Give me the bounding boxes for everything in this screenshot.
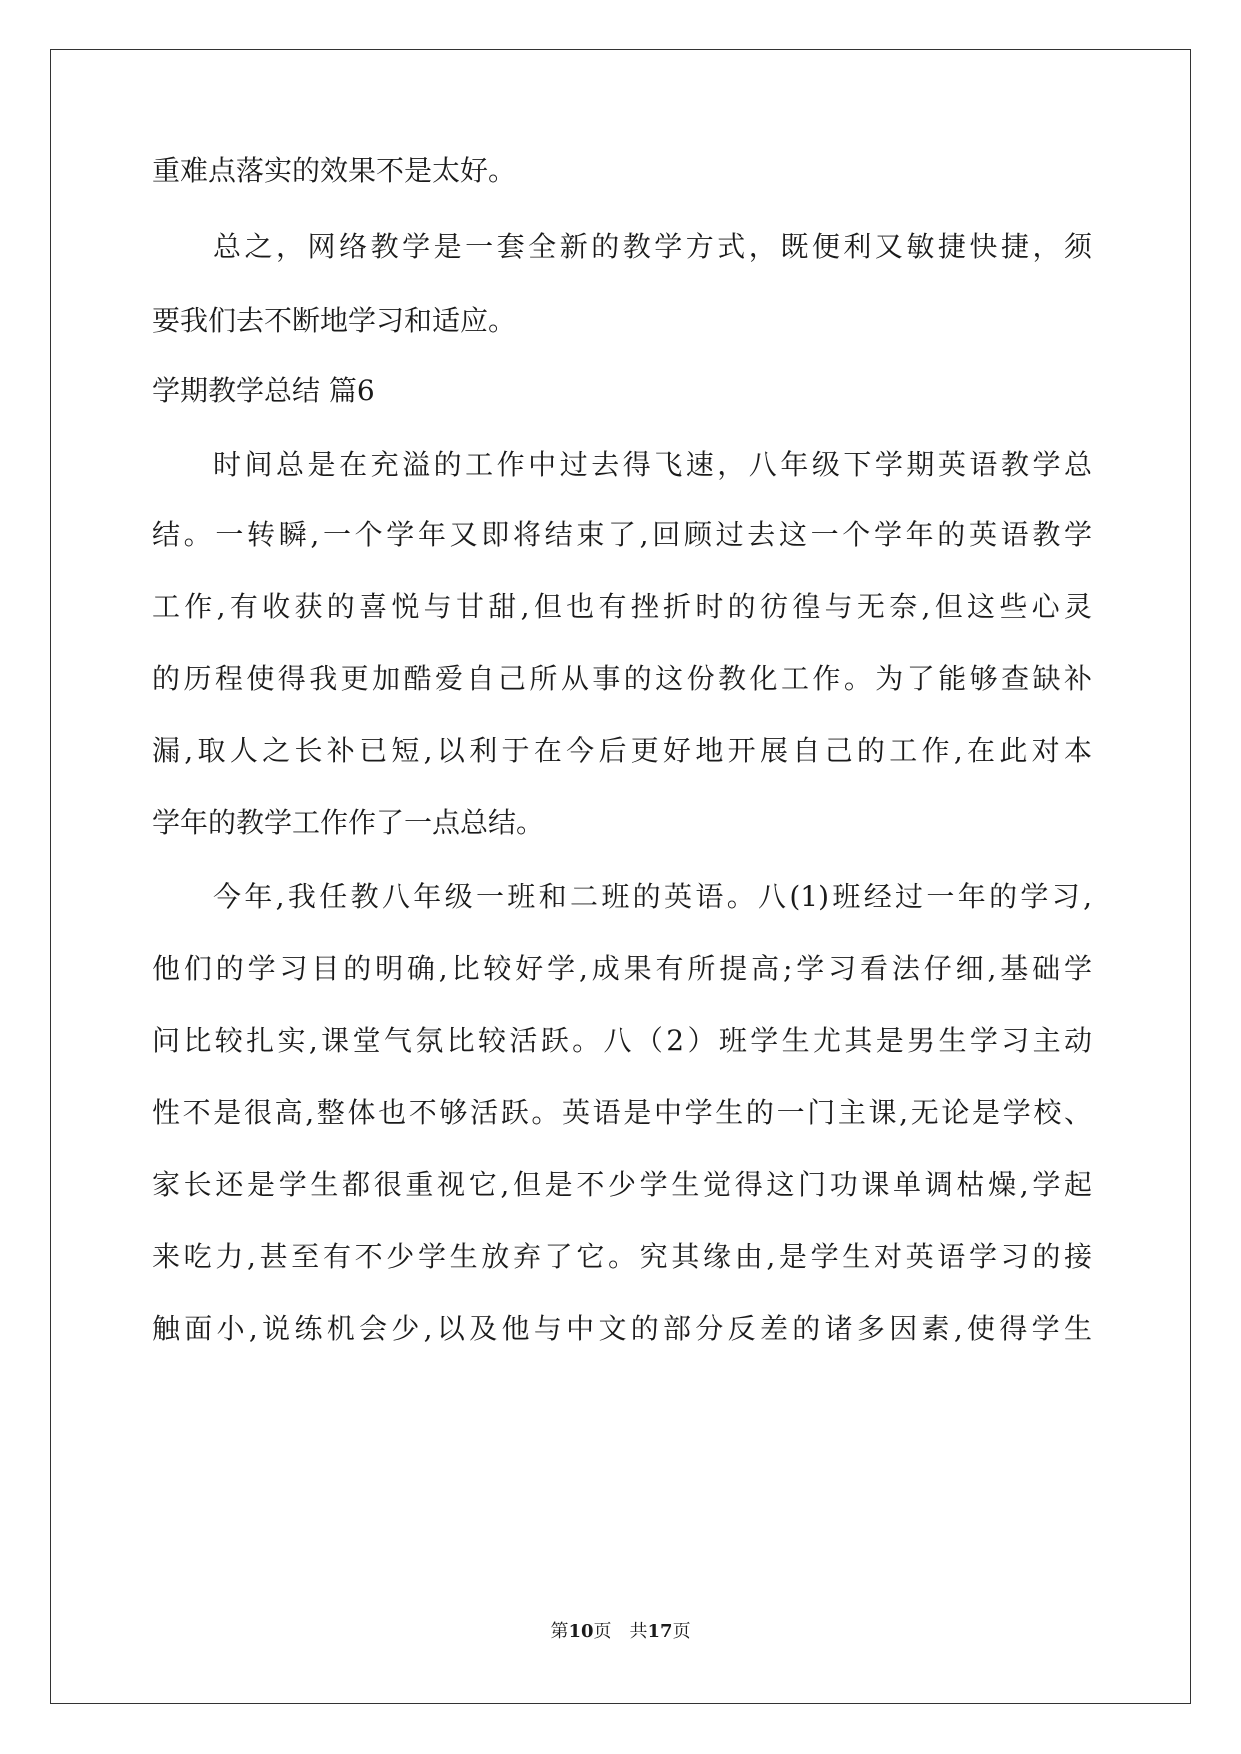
paragraph-line: 工作,有收获的喜悦与甘甜,但也有挫折时的彷徨与无奈,但这些心灵: [152, 590, 1092, 623]
paragraph-line: 要我们去不断地学习和适应。: [152, 304, 517, 337]
paragraph-line: 时间总是在充溢的工作中过去得飞速，八年级下学期英语教学总: [213, 448, 1092, 481]
total-page-count: 17: [647, 1621, 673, 1642]
section-heading: 学期教学总结 篇6: [152, 374, 375, 407]
paragraph-line: 漏,取人之长补已短,以利于在今后更好地开展自己的工作,在此对本: [152, 734, 1092, 767]
paragraph-line: 来吃力,甚至有不少学生放弃了它。究其缘由,是学生对英语学习的接: [152, 1240, 1092, 1273]
paragraph-line: 家长还是学生都很重视它,但是不少学生觉得这门功课单调枯燥,学起: [152, 1168, 1092, 1201]
paragraph-line: 今年,我任教八年级一班和二班的英语。八(1)班经过一年的学习,: [213, 880, 1092, 913]
paragraph-line: 触面小,说练机会少,以及他与中文的部分反差的诸多因素,使得学生: [152, 1312, 1092, 1345]
paragraph-line: 重难点落实的效果不是太好。: [152, 154, 517, 187]
paragraph-line: 他们的学习目的明确,比较好学,成果有所提高;学习看法仔细,基础学: [152, 952, 1092, 985]
footer-mid: 页 共: [593, 1621, 648, 1642]
current-page-number: 10: [568, 1621, 594, 1642]
paragraph-line: 学年的教学工作作了一点总结。: [152, 806, 545, 839]
page-footer: [0, 1620, 1241, 1644]
paragraph-line: 总之，网络教学是一套全新的教学方式，既便利又敏捷快捷，须: [213, 230, 1092, 263]
paragraph-line: 的历程使得我更加酷爱自己所从事的这份教化工作。为了能够查缺补: [152, 662, 1092, 695]
footer-prefix: 第: [550, 1621, 569, 1642]
footer-suffix: 页: [672, 1621, 691, 1642]
paragraph-line: 结。一转瞬,一个学年又即将结束了,回顾过去这一个学年的英语教学: [152, 518, 1092, 551]
paragraph-line: 问比较扎实,课堂气氛比较活跃。八（2）班学生尤其是男生学习主动: [152, 1024, 1092, 1057]
paragraph-line: 性不是很高,整体也不够活跃。英语是中学生的一门主课,无论是学校、: [152, 1096, 1092, 1129]
